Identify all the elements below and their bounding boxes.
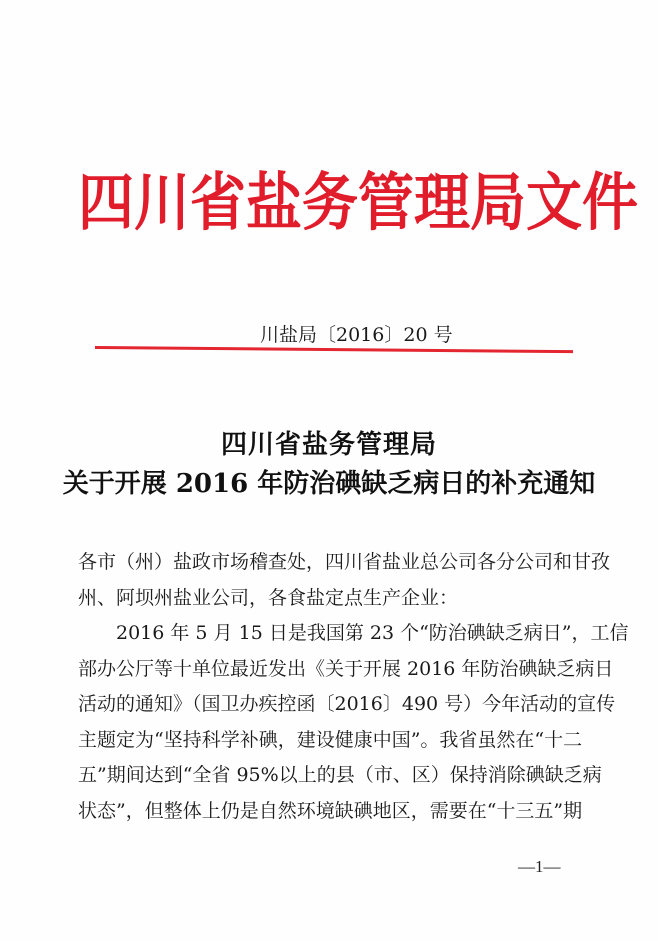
red-divider-line <box>95 346 573 353</box>
notice-title-issuer: 四川省盐务管理局 <box>220 430 437 460</box>
addressee-line: 州、阿坝州盐业公司，各食盐定点生产企业： <box>78 586 459 609</box>
body-line: 主题定为“坚持科学补碘，建设健康中国”。我省虽然在“十二 <box>78 728 583 751</box>
notice-body <box>78 545 629 829</box>
body-line: 状态”，但整体上仍是自然环境缺碘地区，需要在“十三五”期 <box>78 799 583 822</box>
page-number: —1— <box>518 857 561 876</box>
document-number: 川盐局〔2016〕20 号 <box>260 324 453 346</box>
notice-title-subject: 关于开展 2016 年防治碘缺乏病日的补充通知 <box>62 469 596 499</box>
addressee-line: 各市（州）盐政市场稽查处，四川省盐业总公司各分公司和甘孜 <box>78 551 611 573</box>
body-line: 五”期间达到“全省 95%以上的县（市、区）保持消除碘缺乏病 <box>78 764 602 786</box>
document-masthead: 四川省盐务管理局文件 <box>78 167 638 240</box>
body-line: 活动的通知》（国卫办疾控函〔2016〕490 号）今年活动的宣传 <box>78 693 616 715</box>
body-line: 2016 年 5 月 15 日是我国第 23 个“防治碘缺乏病日”，工信 <box>116 622 629 644</box>
body-line: 部办公厅等十单位最近发出《关于开展 2016 年防治碘缺乏病日 <box>78 657 614 680</box>
